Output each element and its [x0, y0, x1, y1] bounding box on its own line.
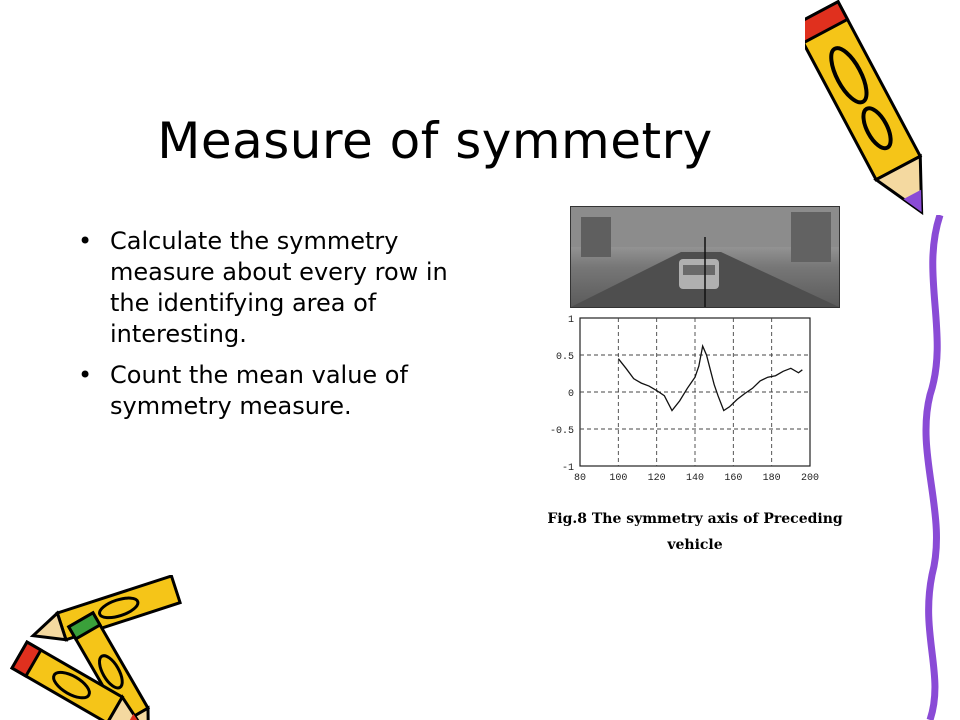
y-tick-label: -1	[561, 463, 574, 474]
y-tick-label: 0.5	[555, 352, 574, 363]
figure	[530, 200, 850, 560]
bullet-item: • Count the mean value of symmetry measure.	[70, 360, 480, 422]
x-tick-label: 100	[609, 473, 628, 484]
bullet-item: • Calculate the symmetry measure about every row in the identifying area of interesting.	[70, 226, 480, 350]
slide-title: Measure of symmetry	[157, 112, 713, 170]
wavy-line-icon	[900, 215, 960, 720]
y-tick-label: 1	[567, 315, 574, 326]
caption-line: Fig.8 The symmetry axis of Preceding	[547, 511, 843, 527]
y-tick-label: -0.5	[549, 426, 574, 437]
pencils-icon	[0, 575, 200, 720]
x-tick-label: 180	[762, 473, 781, 484]
x-tick-label: 140	[685, 473, 705, 484]
x-tick-label: 80	[573, 473, 587, 484]
series-line	[618, 346, 802, 410]
x-tick-label: 200	[800, 473, 820, 484]
caption-line: vehicle	[667, 537, 723, 553]
y-tick-label: 0	[567, 389, 574, 400]
pencil-icon	[805, 0, 935, 230]
bullet-list	[70, 226, 480, 432]
symmetry-chart	[530, 200, 850, 500]
x-tick-label: 160	[724, 473, 743, 484]
x-tick-label: 120	[647, 473, 666, 484]
figure-caption	[530, 506, 860, 558]
